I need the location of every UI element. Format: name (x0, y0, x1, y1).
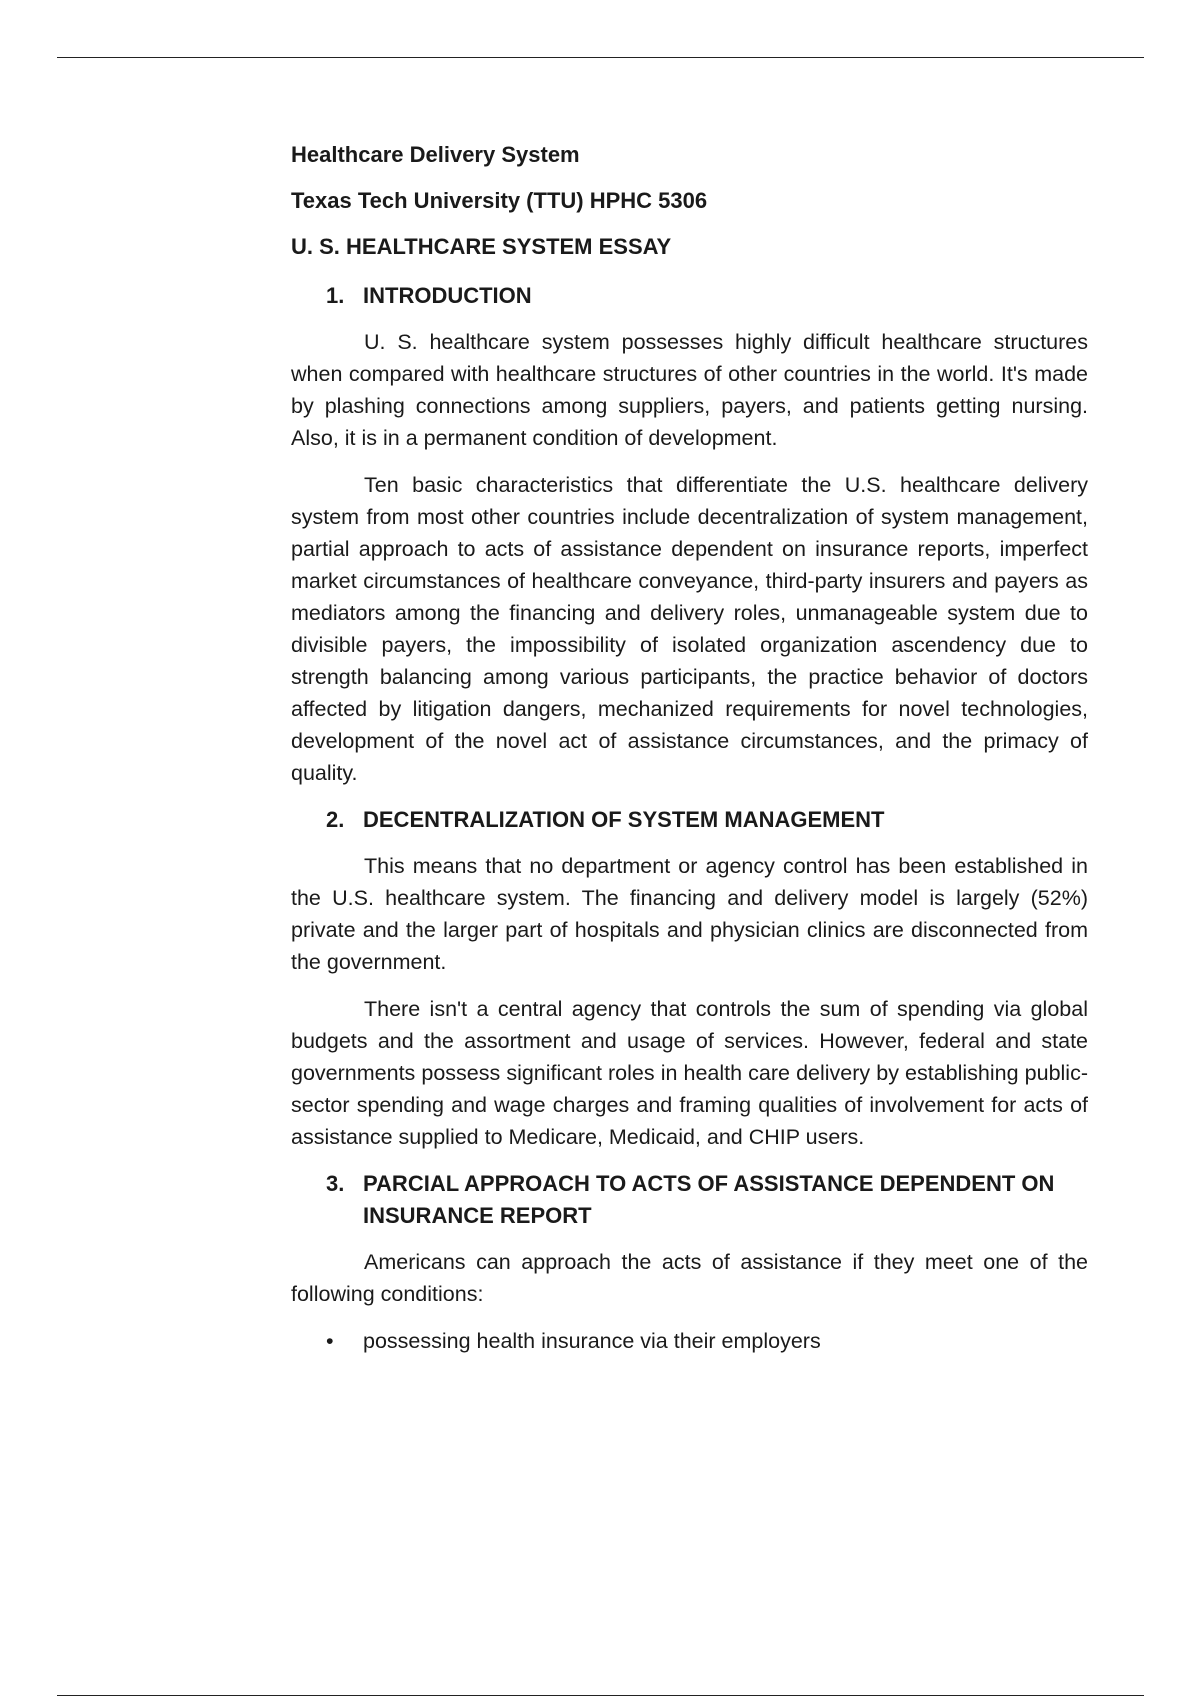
course-code: Texas Tech University (TTU) HPHC 5306 (291, 188, 708, 213)
paragraph: U. S. healthcare system possesses highly difficult healthcare structures when compared with healthcare structures of other countries in the world. It's made by plashing connections among suppliers, payers, and patients getting nursing. Also, it is in a permanent condition of development. (291, 330, 1088, 450)
course-subject: Healthcare Delivery System (291, 142, 580, 167)
section-heading-partial-approach (291, 1168, 1088, 1232)
section-heading-introduction (291, 280, 1088, 312)
paragraph: Ten basic characteristics that differentiate the U.S. healthcare delivery system from most other countries include decentralization of system management, partial approach to acts of assistance dependent on insurance reports, imperfect market circumstances of healthcare conveyance, third-party insurers and payers as mediators among the financing and delivery roles, unmanageable system due to divisible payers, the impossibility of isolated organization ascendency due to strength balancing among various participants, the practice behavior of doctors affected by litigation dangers, mechanized requirements for novel technologies, development of the novel act of assistance circumstances, and the primacy of quality. (291, 473, 1088, 785)
section-heading-decentralization (291, 804, 1088, 836)
paragraph: This means that no department or agency control has been established in the U.S. healthcare system. The financing and delivery model is largely (52%) private and the larger part of hospitals and physician clinics are disconnected from the government. (291, 854, 1088, 974)
section-number: 3. (326, 1171, 345, 1196)
bullet-icon: • (326, 1329, 334, 1353)
top-rule (57, 57, 1144, 58)
section-number: 2. (326, 807, 345, 832)
section-title: PARCIAL APPROACH TO ACTS OF ASSISTANCE DEPENDENT ON INSURANCE REPORT (363, 1171, 1055, 1228)
list-item-text: possessing health insurance via their employers (363, 1329, 821, 1353)
paragraph: There isn't a central agency that controls the sum of spending via global budgets and the assortment and usage of services. However, federal and state governments possess significant roles in health care delivery by establishing public-sector spending and wage charges and framing qualities of involvement for acts of assistance supplied to Medicare, Medicaid, and CHIP users. (291, 997, 1088, 1149)
section-title: DECENTRALIZATION OF SYSTEM MANAGEMENT (363, 807, 885, 832)
section-number: 1. (326, 283, 345, 308)
section-title: INTRODUCTION (363, 283, 532, 308)
bullet-list (291, 1325, 1088, 1357)
paragraph: Americans can approach the acts of assistance if they meet one of the following conditions: (291, 1250, 1088, 1306)
essay-title: U. S. HEALTHCARE SYSTEM ESSAY (291, 234, 672, 259)
list-item (291, 1325, 1088, 1357)
bottom-rule (57, 1695, 1144, 1696)
page-content (291, 142, 1088, 1357)
